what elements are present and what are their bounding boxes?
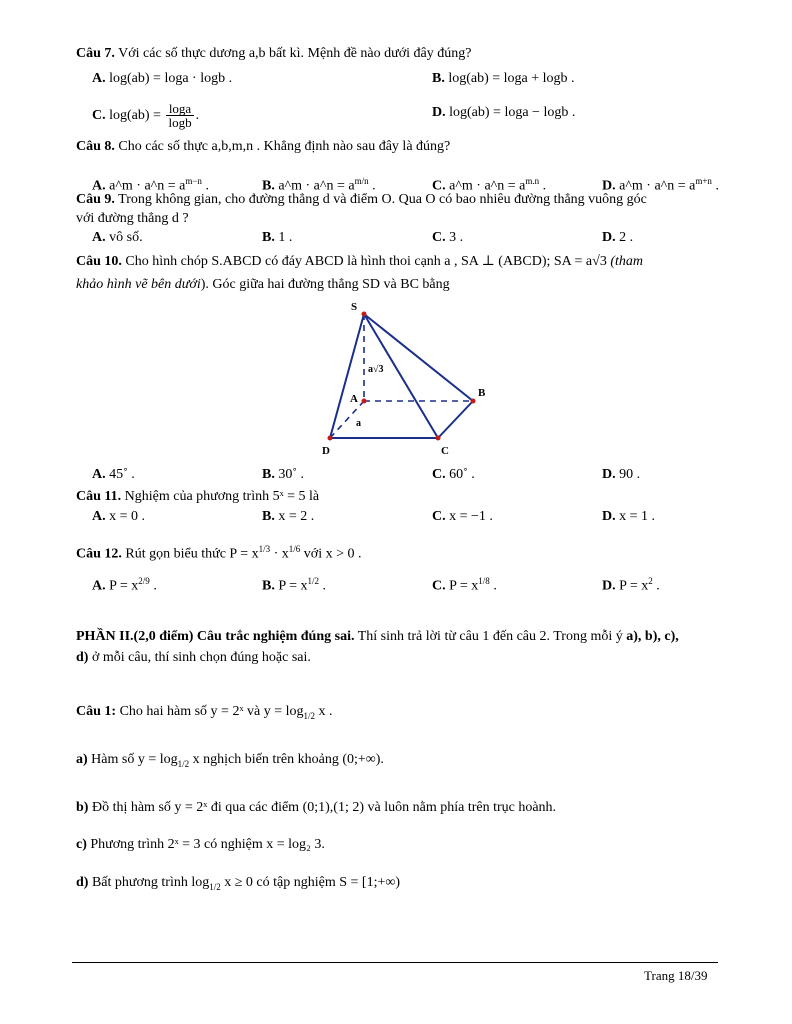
page-number: Trang 18/39 [644,968,708,983]
q12-option-b[interactable]: B. $P = x^{1/2}$ . [262,576,327,594]
edge-sb [364,314,473,401]
q7-option-a[interactable]: A. log(ab) = loga · logb . [92,71,233,86]
q12-option-a[interactable]: A. $P = x^{2/9}$ . [92,576,157,594]
q9-stem-line1: Câu 9. Trong không gian, cho đường thẳng d và điểm O. Qua O có bao nhiêu đường thẳng vuông góc [76,192,647,207]
point-a [362,399,367,404]
footer-rule [72,962,718,963]
label-a: A [350,393,358,405]
point-c [436,436,441,441]
c1-statement-a[interactable]: a) Hàm số $y = \log_{1/2} x$ nghịch biến trên khoảng (0;+∞). [76,752,384,769]
label-d: D [322,445,330,457]
label-edge: a [356,418,361,429]
c1-statement-b[interactable]: b) Đồ thị hàm số y = 2ˣ đi qua các điểm (0;1),(1; 2) và luôn nằm phía trên trục hoành. [76,800,557,815]
q11-option-d[interactable]: D. x = 1 . [602,509,656,524]
q8-option-b[interactable]: B. a^m · a^n = $a^{m/n}$ . [262,176,376,194]
q8-option-c[interactable]: C. a^m · a^n = $a^{m.n}$ . [432,176,547,194]
q7-text: Với các số thực dương a,b bất kì. Mệnh đề nào dưới đây đúng? [118,46,472,61]
point-d [328,436,333,441]
label-height: a√3 [368,364,384,375]
q9-stem-line2: với đường thẳng d ? [76,211,189,226]
q8-option-a[interactable]: A. a^m · a^n = $a^{m-n}$ . [92,176,209,194]
q9-option-b[interactable]: B. 1 . [262,230,293,245]
label-b: B [478,387,486,399]
c1-stem: Câu 1: Cho hai hàm số y = 2ˣ và $y = \log_{1/2} x$ . [76,704,333,721]
q8-stem [76,138,450,156]
part2-heading: PHẦN II.(2,0 điểm) Câu trắc nghiệm đúng sai. [76,629,355,644]
pyramid-figure [320,298,500,460]
q9-option-c[interactable]: C. 3 . [432,230,464,245]
q7-option-b[interactable]: B. log(ab) = loga + logb . [432,71,575,86]
q12-option-d[interactable]: D. $P = x^2$ . [602,576,660,594]
q7-option-d[interactable]: D. log(ab) = loga − logb . [432,105,576,120]
point-b [471,399,476,404]
q11-option-a[interactable]: A. x = 0 . [92,509,146,524]
q10-option-c[interactable]: C. 60˚ . [432,467,475,482]
part2-heading-line1: PHẦN II.(2,0 điểm) Câu trắc nghiệm đúng sai. Thí sinh trả lời từ câu 1 đến câu 2. Trong mỗi ý a), b), c), [76,629,679,644]
label-s: S [351,301,358,313]
q10-stem-line2: khảo hình vẽ bên dưới). Góc giữa hai đường thẳng SD và BC bằng [76,277,450,292]
c1-statement-d[interactable]: d) Bất phương trình $\log_{1/2} x \ge 0$ có tập nghiệm S = [1;+∞) [76,875,400,892]
edge-sc [364,314,438,438]
c1-statement-c[interactable]: c) Phương trình 2ˣ = 3 có nghiệm x = log₂ 3. [76,837,325,852]
q10-label: Câu 10. [76,254,122,269]
q12-stem: Câu 12. Rút gọn biểu thức $P = x^{1/3} \cdot x^{1/6}$ với x > 0 . [76,544,362,562]
q9-option-d[interactable]: D. 2 . [602,230,634,245]
point-s [362,312,367,317]
label-c: C [441,445,449,457]
q12-label: Câu 12. [76,546,122,562]
q11-label: Câu 11. [76,489,122,504]
edge-cb [438,401,473,438]
q10-option-d[interactable]: D. 90 . [602,467,641,482]
q11-option-c[interactable]: C. x = −1 . [432,509,493,524]
q8-option-d[interactable]: D. a^m · a^n = $a^{m+n}$ . [602,176,719,194]
q10-option-a[interactable]: A. 45˚ . [92,467,135,482]
q11-stem: Câu 11. Nghiệm của phương trình 5ˣ = 5 là [76,489,320,504]
q8-text: Cho các số thực a,b,m,n . Khẳng định nào sau đây là đúng? [118,139,451,154]
q7-option-c[interactable]: C. log(ab) = $\frac{\log a}{\log b}$ . [92,101,200,131]
q11-option-b[interactable]: B. x = 2 . [262,509,315,524]
q7-stem [76,45,471,63]
q9-option-a[interactable]: A. vô số. [92,230,143,245]
q12-option-c[interactable]: C. $P = x^{1/8}$ . [432,576,497,594]
q7-c-fraction: $\frac{\log a}{\log b}$ [168,101,192,131]
q9-label: Câu 9. [76,192,115,207]
q10-option-b[interactable]: B. 30˚ . [262,467,305,482]
q7-label: Câu 7. [76,46,115,61]
q10-stem-line1: Câu 10. Cho hình chóp S.ABCD có đáy ABCD là hình thoi cạnh a , SA ⊥ (ABCD); SA = a√3 (tham [76,254,643,269]
q8-label: Câu 8. [76,139,115,154]
part2-heading-line2: d) ở mỗi câu, thí sinh chọn đúng hoặc sai. [76,650,311,665]
c1-label: Câu 1: [76,704,117,719]
